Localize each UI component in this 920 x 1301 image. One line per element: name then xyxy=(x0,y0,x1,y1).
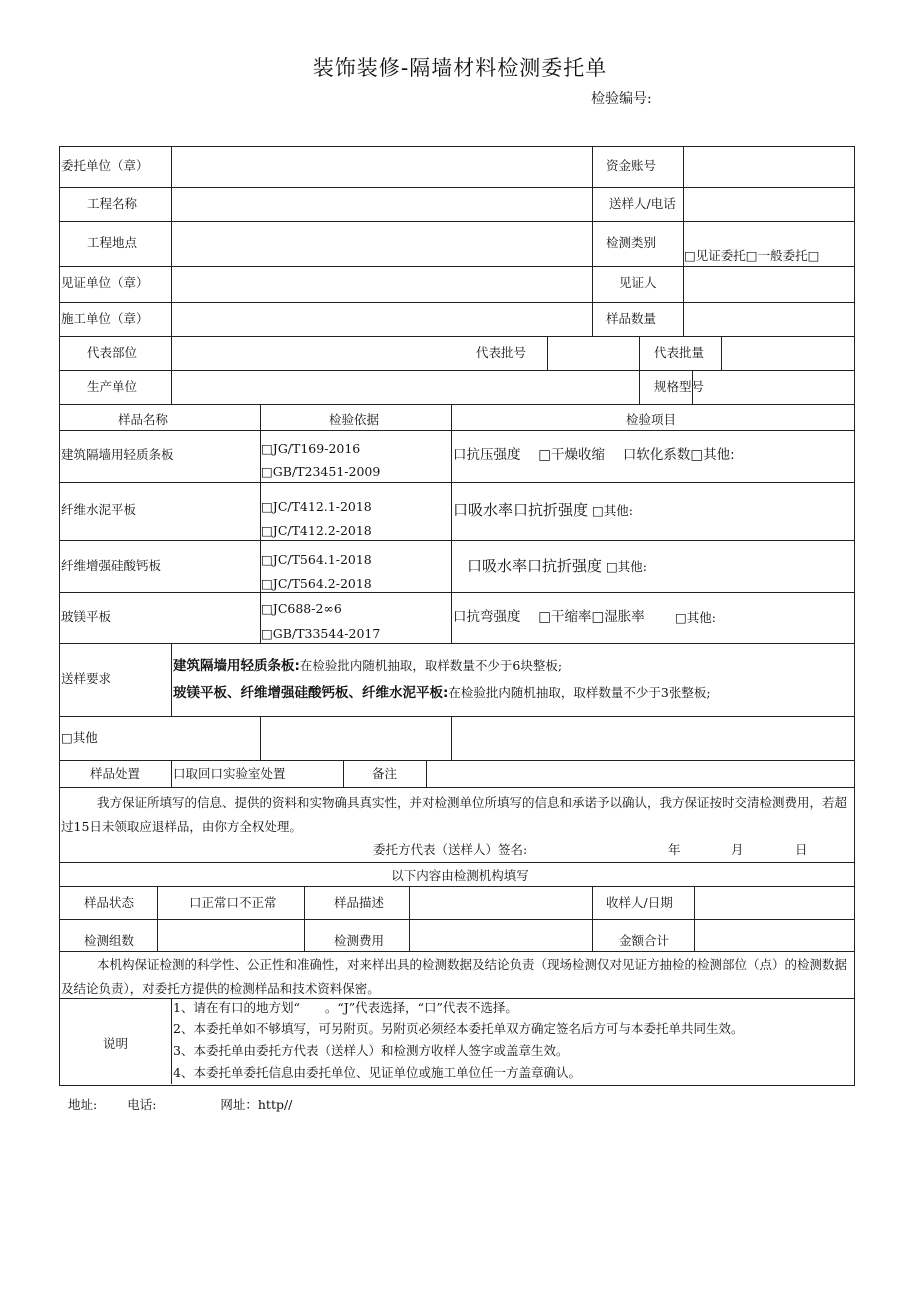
project-name-label: 工程名称 xyxy=(87,196,138,211)
test-items-other[interactable]: □其他: xyxy=(675,610,717,625)
sample-state-options[interactable]: 口正常口不正常 xyxy=(189,895,277,910)
test-items-options[interactable]: 口抗压强度 □干燥收缩 口软化系数□其他: xyxy=(453,447,735,463)
sender-phone-label: 送样人/电话 xyxy=(609,196,676,211)
basis-option[interactable]: □JC/T412.1-2018 xyxy=(261,499,372,514)
basis-header: 检验依据 xyxy=(329,412,380,427)
sign-month: 月 xyxy=(731,842,744,857)
sign-day: 日 xyxy=(795,842,808,857)
witness-unit-label: 见证单位（章） xyxy=(61,275,149,290)
project-site-label: 工程地点 xyxy=(87,235,138,250)
sample-name-header: 样品名称 xyxy=(118,412,169,427)
sample-name-cell: 建筑隔墙用轻质条板 xyxy=(61,447,174,462)
basis-option[interactable]: □JC688-2∞6 xyxy=(261,601,342,616)
sampling-requirements-label: 送样要求 xyxy=(61,671,112,686)
sample-name-cell: 纤维水泥平板 xyxy=(61,502,137,517)
note-line: 3、本委托单由委托方代表（送样人）和检测方收样人签字或盖章生效。 xyxy=(173,1043,569,1058)
basis-option[interactable]: □GB/T33544-2017 xyxy=(261,626,381,641)
basis-option[interactable]: □JC/T564.2-2018 xyxy=(261,576,372,591)
footer xyxy=(68,1095,292,1113)
notes-label: 说明 xyxy=(103,1036,129,1051)
remark-label: 备注 xyxy=(372,766,398,781)
sample-disposal-label: 样品处置 xyxy=(90,766,141,781)
basis-option[interactable]: □GB/T23451-2009 xyxy=(261,464,381,479)
agency-statement-text: 本机构保证检测的科学性、公正性和准确性，对来样出具的检测数据及结论负责（现场检测仅对见证方抽检的检测部位（点）的检测数据及结论负责），对委托方提供的检测样品和技术资料保密。 xyxy=(61,957,848,996)
sampling-requirement-1-text: 在检验批内随机抽取，取样数量不少于6块整板; xyxy=(299,658,563,673)
sample-name-cell: 纤维增强硅酸钙板 xyxy=(61,558,162,573)
construction-unit-label: 施工单位（章） xyxy=(61,311,149,326)
client-unit-label: 委托单位（章） xyxy=(61,158,149,173)
sampling-requirement-2 xyxy=(173,685,711,701)
test-groups-label: 检测组数 xyxy=(84,933,135,948)
client-guarantee-text: 我方保证所填写的信息、提供的资料和实物确具真实性，并对检测单位所填写的信息和承诺予以确认，我方保证按时交清检测费用，若超过15日未领取应退样品，由你方全权处理。 xyxy=(61,795,848,834)
test-category-label: 检测类别 xyxy=(606,235,657,250)
rep-lot-qty-label: 代表批量 xyxy=(654,345,705,360)
sample-state-label: 样品状态 xyxy=(84,895,135,910)
test-fee-label: 检测费用 xyxy=(334,933,385,948)
receiver-date-label: 收样人/日期 xyxy=(606,895,673,910)
other-checkbox-label[interactable]: □其他 xyxy=(61,730,98,745)
agency-section-header: 以下内容由检测机构填写 xyxy=(391,868,529,883)
footer-website[interactable]: 网址：http// xyxy=(220,1097,293,1112)
note-line: 1、请在有口的地方划“ 。“J”代表选择，“口”代表不选择。 xyxy=(173,1000,518,1015)
total-amount-label: 金额合计 xyxy=(619,933,670,948)
sample-description-label: 样品描述 xyxy=(334,895,385,910)
note-line: 4、本委托单委托信息由委托单位、见证单位或施工单位任一方盖章确认。 xyxy=(173,1065,581,1080)
spec-model-label: 规格型号 xyxy=(654,379,705,394)
test-items-options[interactable]: 口抗弯强度 □干缩率□湿胀率 xyxy=(453,609,645,625)
sampling-requirement-2-title: 玻镁平板、纤维增强硅酸钙板、纤维水泥平板: xyxy=(173,685,449,701)
sample-qty-label: 样品数量 xyxy=(606,311,657,326)
manufacturer-label: 生产单位 xyxy=(87,379,138,394)
test-items-other[interactable]: □其他: xyxy=(592,503,634,518)
test-category-options[interactable]: □见证委托□一般委托□ xyxy=(684,248,820,263)
test-items-header: 检验项目 xyxy=(626,412,677,427)
sampling-requirement-1-title: 建筑隔墙用轻质条板: xyxy=(173,658,300,674)
basis-option[interactable]: □JG/T169-2016 xyxy=(261,441,361,456)
rep-lot-no-label: 代表批号 xyxy=(476,345,527,360)
basis-option[interactable]: □JC/T564.1-2018 xyxy=(261,552,372,567)
basis-option[interactable]: □JC/T412.2-2018 xyxy=(261,523,372,538)
test-items-options[interactable]: 口吸水率口抗折强度 xyxy=(453,501,589,519)
witness-person-label: 见证人 xyxy=(619,275,657,290)
sign-year: 年 xyxy=(668,842,681,857)
sample-name-cell: 玻镁平板 xyxy=(61,609,112,624)
form-title: 装饰装修-隔墙材料检测委托单 xyxy=(312,56,608,80)
client-signature-label: 委托方代表（送样人）签名: xyxy=(373,842,528,857)
test-items-options[interactable]: 口吸水率口抗折强度 xyxy=(467,557,603,575)
inspection-number-label: 检验编号: xyxy=(591,91,652,107)
footer-address: 地址: xyxy=(68,1097,98,1112)
sampling-requirement-2-text: 在检验批内随机抽取，取样数量不少于3张整板; xyxy=(448,685,711,700)
rep-part-label: 代表部位 xyxy=(87,345,138,360)
note-line: 2、本委托单如不够填写，可另附页。另附页必须经本委托单双方确定签名后方可与本委托单共同生效。 xyxy=(173,1021,744,1036)
sampling-requirement-1 xyxy=(173,658,562,674)
sample-disposal-options[interactable]: 口取回口实验室处置 xyxy=(173,766,286,781)
footer-phone: 电话: xyxy=(127,1097,157,1112)
fund-account-label: 资金账号 xyxy=(606,158,657,173)
test-items-other[interactable]: □其他: xyxy=(606,559,648,574)
